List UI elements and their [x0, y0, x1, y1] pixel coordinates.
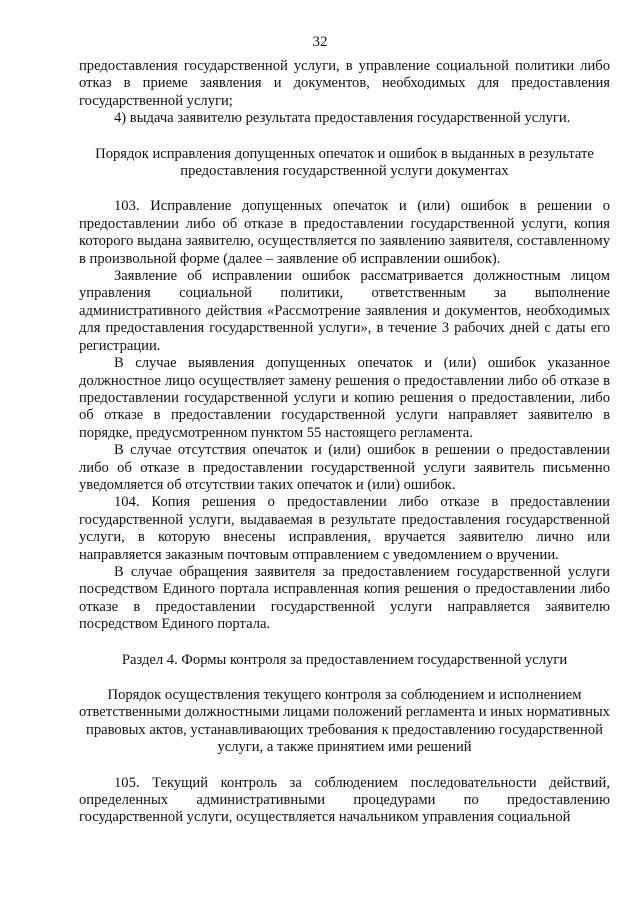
paragraph: 104. Копия решения о предоставлении либо отказе в предоставлении государственной услуги, выдаваемая в результате предоставления государственной услуги, в которую внесены исправления, вручается заявителю лично или направляется заказным почтовым отправлением с уведомлением о вручении. [79, 494, 610, 563]
document-body [79, 58, 610, 827]
paragraph: 4) выдача заявителю результата предоставления государственной услуги. [114, 110, 571, 127]
section-heading: Порядок осуществления текущего контроля за соблюдением и исполнением ответственными должностными лицами положений регламента и иных нормативных правовых актов, устанавливающих требования к предоставлению государственной услуги, а также принятием ими решений [79, 687, 610, 756]
paragraph: В случае выявления допущенных опечаток и (или) ошибок указанное должностное лицо осуществляет замену решения о предоставлении либо об отказе в предоставлении государственной услуги и копию решения о предоставлении, либо об отказе в предоставлении государственной услуги направляет заявителю в порядке, предусмотренном пунктом 55 настоящего регламента. [79, 355, 610, 441]
section-heading: Порядок исправления допущенных опечаток и ошибок в выданных в результате предоставления государственной услуги документах [95, 145, 594, 180]
paragraph: 103. Исправление допущенных опечаток и (или) ошибок в решении о предоставлении либо об отказе в предоставлении государственной услуги, копия которого выдана заявителю, осуществляется по заявлению заявителя, составленному в произвольной форме (далее – заявление об исправлении ошибок). [79, 198, 610, 267]
paragraph: В случае обращения заявителя за предоставлением государственной услуги посредством Единого портала исправленная копия решения о предоставлении либо отказе в предоставлении государственной услуги направляется заявителю посредством Единого портала. [79, 563, 610, 633]
page-number: 32 [312, 34, 328, 50]
section-title: Раздел 4. Формы контроля за предоставлением государственной услуги [121, 651, 568, 668]
paragraph: 105. Текущий контроль за соблюдением последовательности действий, определенных административными процедурами по предоставлению государственной услуги, осуществляется начальником управления социальной [79, 774, 610, 826]
paragraph: Заявление об исправлении ошибок рассматривается должностным лицом управления социальной политики, ответственным за выполнение административного действия «Рассмотрение заявления и документов, необходимых для предоставления государственной услуги», в течение 3 рабочих дней с даты его регистрации. [79, 268, 610, 354]
paragraph: предоставления государственной услуги, в управление социальной политики либо отказ в приеме заявления и документов, необходимых для предоставления государственной услуги; [79, 58, 610, 109]
paragraph: В случае отсутствия опечаток и (или) ошибок в решении о предоставлении либо об отказе в предоставлении государственной услуги заявитель письменно уведомляется об отсутствии таких опечаток и (или) ошибок. [79, 442, 610, 493]
